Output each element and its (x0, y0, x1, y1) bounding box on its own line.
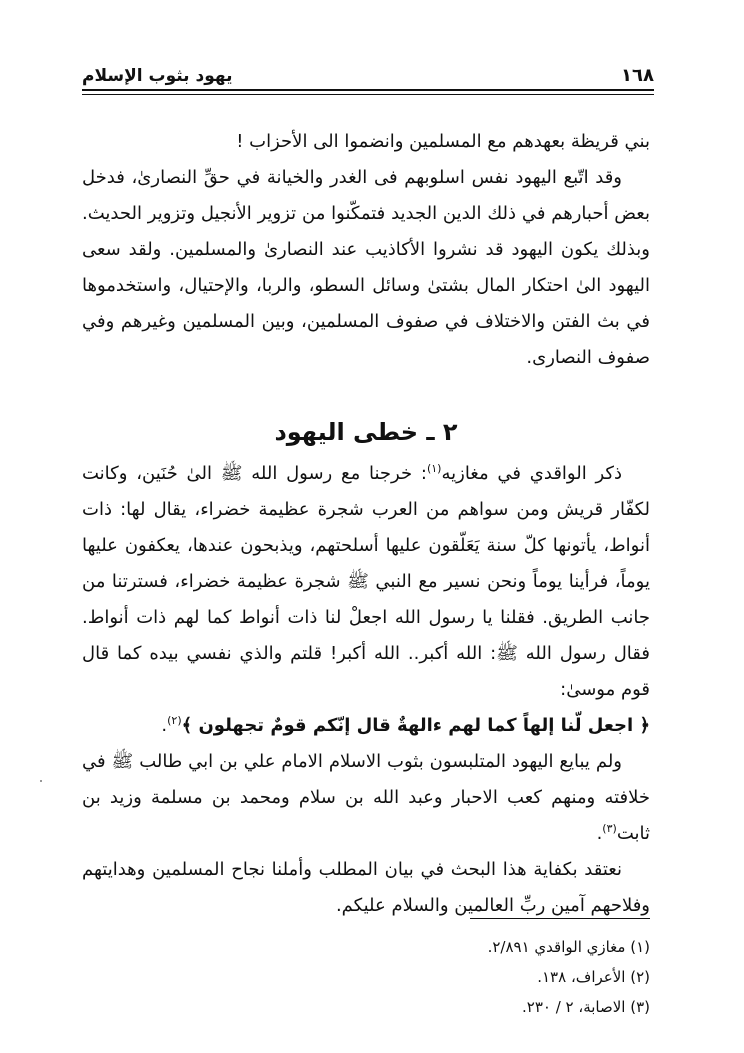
footnote-ref-2: (٢) (167, 714, 182, 727)
footnote-ref-3: (٣) (602, 822, 617, 835)
paragraph-1: بني قريظة بعهدهم مع المسلمين وانضموا الى الأحزاب ! (236, 131, 650, 152)
quran-verse-line: ﴿ اجعل لّنا إلهاً كما لهم ءالهةٌ قال إنّكم قومٌ تجهلون ﴾$^{(٢)}$. (161, 714, 650, 736)
scan-speck (40, 780, 42, 782)
footnote-2: (٢) الأعراف، ١٣٨. (537, 968, 650, 986)
header-rule-thin (82, 94, 654, 95)
bayaa-text: ولم يبايع اليهود المتلبسون بثوب الاسلام الامام علي بن ابي طالب ﷺ في خلافته ومنهم كعب الاحبار وعبد الله بن سلام ومحمد بن مسلمة وزيد بن ثابت (82, 751, 650, 844)
footnote-separator (470, 918, 650, 919)
footnotes (300, 932, 650, 1022)
footnote-1: (١) مغازي الواقدي ٢/٨٩١. (487, 938, 650, 956)
page-number: ١٦٨ (621, 65, 654, 86)
section-heading: ٢ ـ خطى اليهود (274, 418, 458, 446)
paragraph-2: وقد اتّبع اليهود نفس اسلوبهم فى الغدر والخيانة في حقِّ النصارىٰ، فدخل بعض أحبارهم في ذلك الدين الجديد فتمكّنوا من تزوير الأنجيل وتزوير الحديث. وبذلك يكون اليهود قد نشروا الأكاذيب عند النصارىٰ والمسلمين. ولقد سعى اليهود الىٰ احتكار المال بشتىٰ وسائل السطو، والربا، والإحتيال، واستخدموها في بث الفتن والاختلاف في صفوف المسلمين، وبين المسلمين وغيرهم وفي صفوف النصارى. (82, 167, 650, 368)
main-body (82, 124, 650, 924)
footnote-3: (٣) الاصابة، ٢ / ٢٣٠. (521, 998, 650, 1016)
footnote-ref-1: (١) (426, 462, 442, 475)
waqidi-text-rest: : خرجنا مع رسول الله ﷺ الىٰ حُنَين، وكانت لكفّار قريش ومن سواهم من العرب شجرة عظيمة خضراء، يقال لها: ذات أنواط، يأتونها كلّ سنة يَعَلّقون عليها أسلحتهم، ويذبحون عندها، يعكفون عليها يوماً، فرأينا يوماً ونحن نسير مع النبي ﷺ شجرة عظيمة خضراء، فسترتنا من جانب الطريق. فقلنا يا رسول الله اجعلْ لنا ذات أنواط كما لهم ذات أنواط. فقال رسول الله ﷺ: الله أكبر.. الله أكبر! قلتم والذي نفسي بيده كما قال قوم موسىٰ: (82, 463, 650, 700)
paragraph-closing: نعتقد بكفاية هذا البحث في بيان المطلب وأملنا نجاح المسلمين وهدايتهم وفلاحهم آمين ربِّ العالمين والسلام عليكم. (82, 859, 650, 916)
paragraph-waqidi (82, 456, 650, 708)
waqidi-text-start: ذكر الواقدي في مغازيه (441, 463, 622, 484)
running-title: يهود بثوب الإسلام (82, 66, 233, 86)
page-header (82, 58, 654, 86)
header-rule-thick (82, 89, 654, 91)
quran-verse: ﴿ اجعل لّنا إلهاً كما لهم ءالهةٌ قال إنّكم قومٌ تجهلون ﴾ (181, 715, 650, 736)
paragraph-bayaa: ولم يبايع اليهود المتلبسون بثوب الاسلام الامام علي بن ابي طالب ﷺ في خلافته ومنهم كعب الاحبار وعبد الله بن سلام ومحمد بن مسلمة وزيد بن ثابت$^{(٣)}$. (82, 751, 650, 844)
